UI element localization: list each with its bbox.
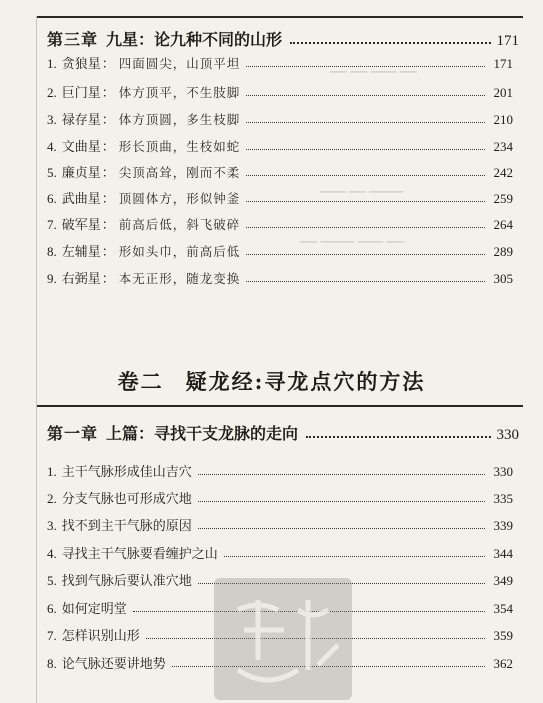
entry-separator: ：: [101, 192, 115, 207]
entry-title: 主干气脉形成佳山吉穴: [61, 465, 192, 480]
entry-separator: ：: [101, 245, 115, 260]
toc-entry[interactable]: [47, 50, 513, 72]
entry-number: 4.: [47, 546, 57, 561]
leader-dots: [290, 42, 490, 44]
toc-entry[interactable]: [47, 238, 513, 260]
toc-entry[interactable]: [47, 133, 513, 155]
entry-title: 文曲星: [61, 140, 101, 155]
entry-description: 前高后低，斜飞破碎: [118, 217, 241, 232]
entry-title: 破军星: [61, 218, 101, 233]
entry-separator: ：: [101, 140, 115, 155]
toc-entry[interactable]: [47, 265, 513, 287]
entry-page: 330: [493, 464, 513, 479]
chapter-number: 第一章: [47, 424, 99, 443]
entry-page: 242: [493, 165, 513, 180]
leader-dots: [246, 121, 485, 123]
entry-page: 339: [493, 518, 513, 533]
leader-dots: [198, 500, 485, 502]
entry-page: 362: [493, 656, 513, 671]
entry-number: 5.: [47, 165, 57, 180]
leader-dots: [246, 174, 485, 176]
entry-description: 顶圆体方，形似钟釜: [118, 191, 241, 206]
entry-number: 5.: [47, 573, 57, 588]
seal-stamp-icon: [208, 570, 358, 703]
chapter-title: 上篇：寻找干支龙脉的走向: [106, 424, 299, 443]
entry-description: 体方顶圆，多生枝脚: [118, 112, 241, 127]
entry-number: 7.: [47, 217, 57, 232]
entry-title: 分支气脉也可形成穴地: [61, 492, 192, 507]
entry-title: 武曲星: [61, 192, 101, 207]
entry-separator: ：: [101, 57, 115, 72]
volume-title: [0, 366, 543, 396]
entry-number: 1.: [47, 464, 57, 479]
entry-number: 2.: [47, 491, 57, 506]
section-rule: [36, 405, 523, 407]
entry-page: 344: [493, 546, 513, 561]
entry-title: 廉贞星: [61, 166, 101, 181]
leader-dots: [246, 200, 485, 202]
entry-description: 尖顶高耸，刚而不柔: [118, 165, 241, 180]
entry-title: 贪狼星: [61, 57, 101, 72]
chapter-3-heading[interactable]: [47, 24, 519, 50]
entry-title: 找不到主干气脉的原因: [61, 519, 192, 534]
entry-number: 7.: [47, 628, 57, 643]
entry-number: 6.: [47, 191, 57, 206]
entry-page: 201: [493, 85, 513, 100]
entry-title: 找到气脉后要认准穴地: [61, 574, 192, 589]
entry-description: 体方顶平，不生肢脚: [118, 85, 241, 100]
entry-description: 形如头巾，前高后低: [118, 244, 241, 259]
entry-description: 四面圆尖，山顶平坦: [118, 56, 241, 71]
toc-entry[interactable]: [47, 540, 513, 562]
bleed-through-text: ▁▁▁ ▁▁ ▁▁▁▁: [320, 180, 404, 193]
leader-dots: [306, 436, 490, 438]
entry-title: 巨门星: [61, 86, 101, 101]
entry-number: 8.: [47, 656, 57, 671]
entry-number: 8.: [47, 244, 57, 259]
toc-entry[interactable]: [47, 485, 513, 507]
chapter-number: 第三章: [47, 30, 99, 49]
leader-dots: [198, 527, 485, 529]
leader-dots: [224, 555, 485, 557]
entry-title: 寻找主干气脉要看缠护之山: [61, 547, 218, 562]
toc-entry[interactable]: [47, 211, 513, 233]
entry-title: 怎样识别山形: [61, 629, 140, 644]
leader-dots: [198, 473, 485, 475]
entry-separator: ：: [101, 218, 115, 233]
entry-page: 349: [493, 573, 513, 588]
entry-page: 335: [493, 491, 513, 506]
page-edge-rule: [36, 16, 37, 703]
entry-page: 289: [493, 244, 513, 259]
chapter-page: 330: [496, 427, 519, 443]
entry-number: 9.: [47, 271, 57, 286]
entry-page: 305: [493, 271, 513, 286]
toc-entry[interactable]: [47, 185, 513, 207]
entry-title: 右弼星: [61, 272, 101, 287]
chapter-1-heading[interactable]: [47, 418, 519, 444]
entry-separator: ：: [101, 86, 115, 101]
entry-page: 264: [493, 217, 513, 232]
entry-number: 6.: [47, 601, 57, 616]
entry-number: 4.: [47, 139, 57, 154]
leader-dots: [246, 226, 485, 228]
entry-page: 171: [493, 56, 513, 71]
entry-separator: ：: [101, 166, 115, 181]
leader-dots: [246, 65, 485, 67]
entry-number: 3.: [47, 518, 57, 533]
entry-description: 本无正形，随龙变换: [118, 271, 241, 286]
entry-page: 359: [493, 628, 513, 643]
leader-dots: [246, 148, 485, 150]
entry-title: 左辅星: [61, 245, 101, 260]
top-rule: [36, 16, 523, 18]
entry-page: 234: [493, 139, 513, 154]
entry-title: 禄存星: [61, 113, 101, 128]
entry-title: 论气脉还要讲地势: [61, 657, 166, 672]
entry-description: 形长顶曲，生枝如蛇: [118, 139, 241, 154]
leader-dots: [246, 253, 485, 255]
entry-number: 3.: [47, 112, 57, 127]
entry-page: 354: [493, 601, 513, 616]
entry-separator: ：: [101, 113, 115, 128]
entry-number: 1.: [47, 56, 57, 71]
volume-number: 卷二: [117, 369, 164, 394]
toc-entry[interactable]: [47, 458, 513, 480]
chapter-page: 171: [496, 33, 519, 49]
entry-separator: ：: [101, 272, 115, 287]
chapter-title: 九星：论九种不同的山形: [106, 30, 283, 49]
entry-number: 2.: [47, 85, 57, 100]
leader-dots: [246, 94, 485, 96]
leader-dots: [246, 280, 485, 282]
volume-name: 疑龙经:寻龙点穴的方法: [185, 369, 426, 394]
toc-entry[interactable]: [47, 106, 513, 128]
entry-title: 如何定明堂: [61, 602, 127, 617]
toc-entry[interactable]: [47, 79, 513, 101]
entry-page: 210: [493, 112, 513, 127]
bleed-through-text: ▁▁ ▁▁▁▁ ▁▁▁ ▁▁: [300, 230, 404, 243]
entry-page: 259: [493, 191, 513, 206]
bleed-through-text: ▁▁ ▁▁ ▁▁▁ ▁▁: [330, 60, 417, 73]
toc-entry[interactable]: [47, 512, 513, 534]
toc-entry[interactable]: [47, 159, 513, 181]
